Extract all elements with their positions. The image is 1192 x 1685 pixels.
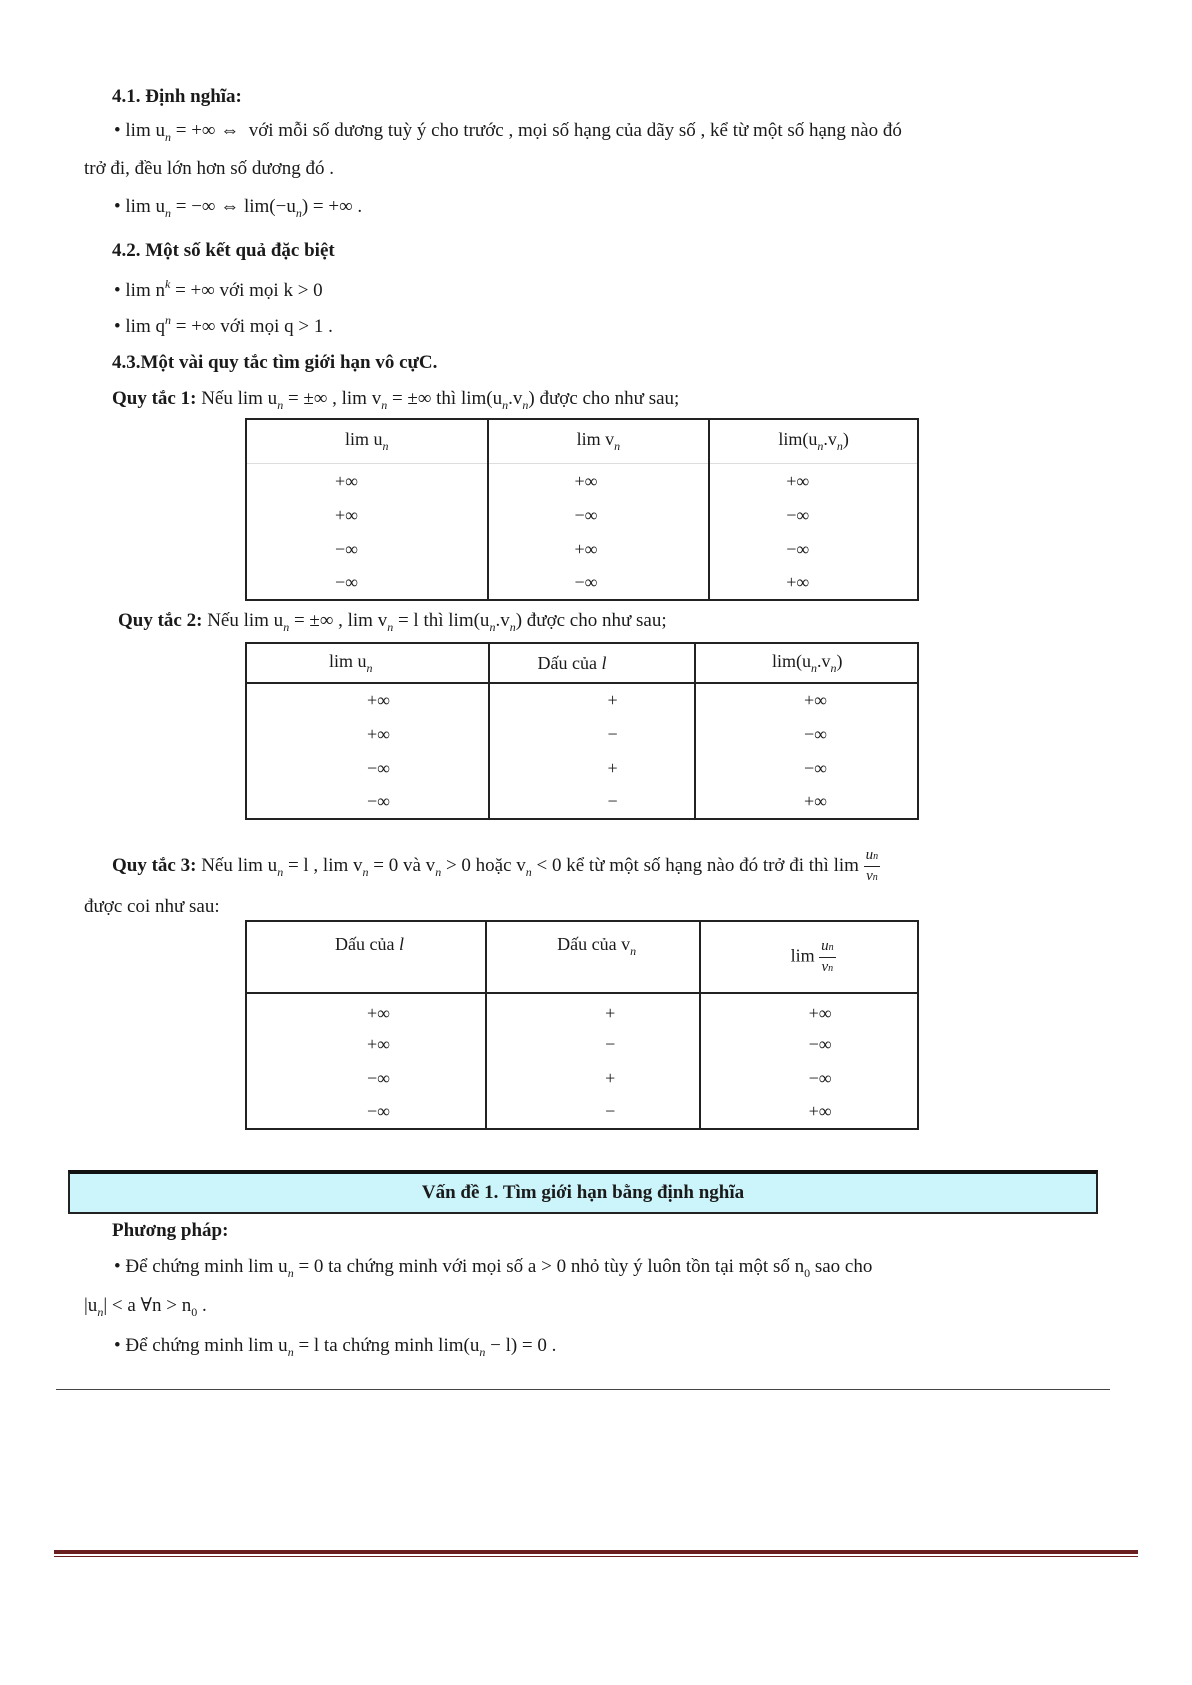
rule-3-text: Quy tắc 3: Nếu $\lim u_n = l$ , $\lim v_n = 0$ và $v_n > 0$ hoặc $v_n < 0$ kể từ một số hạng nào đó trở đi thì lim $\frac{un}{vn}$ <box>112 846 880 887</box>
table-cell: + <box>486 1061 699 1095</box>
footer-rule-thin <box>54 1556 1138 1557</box>
table-cell: +∞ <box>488 464 710 498</box>
rule-3-table <box>245 920 919 1130</box>
table-cell: −∞ <box>709 498 918 532</box>
table2-header-lim-u: $\lim u_n$ <box>246 643 489 683</box>
table-cell: −∞ <box>246 532 488 566</box>
footer-rule <box>54 1550 1138 1554</box>
table-cell: −∞ <box>488 566 710 600</box>
table1-header-lim-v: $\lim v_n$ <box>488 419 710 463</box>
rule-3-continuation: được coi như sau: <box>84 896 220 917</box>
definition-text: với mỗi số dương tuỳ ý cho trước , mọi số hạng của dãy số , kể từ một số hạng nào đó <box>248 120 902 141</box>
table-cell: −∞ <box>246 566 488 600</box>
table3-header-sign-v: Dấu của $v_n$ <box>486 921 699 993</box>
table-cell: −∞ <box>246 1061 486 1095</box>
method-bullet-1: • Để chứng minh $\lim u_n = 0$ ta chứng minh với mọi số a > 0 nhỏ tùy ý luôn tồn tại một số $n_0$ sao cho <box>114 1256 873 1280</box>
heading-4-1: 4.1. Định nghĩa: <box>112 86 242 107</box>
table-cell: − <box>489 785 695 819</box>
bullet-definition-2: • $\lim u_n$ = −∞ ⇔ $\lim(-u_n)$ = +∞ . <box>114 196 363 220</box>
table-cell: +∞ <box>488 532 710 566</box>
table-row <box>246 1027 918 1061</box>
rule-2-text: Quy tắc 2: Nếu $\lim u_n$ = ±∞ , $\lim v_n = l$ thì $\lim(u_n.v_n)$ được cho như sau; <box>118 610 667 634</box>
table-cell: +∞ <box>246 1027 486 1061</box>
table-cell: − <box>486 1095 699 1129</box>
table-cell: −∞ <box>488 498 710 532</box>
bullet-result-2: • $\lim q^n$ = +∞ với mọi q > 1 . <box>114 313 333 337</box>
table-cell: + <box>489 751 695 785</box>
table-cell: +∞ <box>246 683 489 717</box>
table-cell: − <box>486 1027 699 1061</box>
table3-header-lim-fraction: lim $\frac{un}{vn}$ <box>700 921 918 993</box>
table-row <box>246 683 918 717</box>
bullet-definition-1: • $\lim u_n$ = +∞ ⇔ với mỗi số dương tuỳ ý cho trước , mọi số hạng của dãy số , kể từ một số hạng nào đó <box>114 120 902 144</box>
table-cell: +∞ <box>700 993 918 1027</box>
section-banner: Vấn đề 1. Tìm giới hạn bằng định nghĩa <box>68 1170 1098 1214</box>
table-cell: +∞ <box>246 498 488 532</box>
table2-header-sign-l: Dấu của l <box>489 643 695 683</box>
table3-header-sign-l: Dấu của l <box>246 921 486 993</box>
table-cell: −∞ <box>700 1027 918 1061</box>
table-cell: + <box>489 683 695 717</box>
method-bullet-1-continuation: $|u_n| < a$ ∀n > $n_0$ . <box>84 1295 207 1319</box>
table-cell: −∞ <box>695 717 918 751</box>
heading-4-2: 4.2. Một số kết quả đặc biệt <box>112 240 335 261</box>
table-row <box>246 751 918 785</box>
page-divider <box>56 1389 1110 1390</box>
table-row <box>246 532 918 566</box>
method-heading: Phương pháp: <box>112 1220 229 1241</box>
table-row <box>246 993 918 1027</box>
definition-continuation: trở đi, đều lớn hơn số dương đó . <box>84 158 334 179</box>
table-row <box>246 785 918 819</box>
table-row <box>246 1061 918 1095</box>
table1-header-lim-uv: $\lim(u_n.v_n)$ <box>709 419 918 463</box>
table-row <box>246 566 918 600</box>
table-row <box>246 1095 918 1129</box>
method-bullet-2: • Để chứng minh $\lim u_n = l$ ta chứng minh $\lim(u_n - l) = 0$ . <box>114 1335 557 1359</box>
table-cell: −∞ <box>709 532 918 566</box>
table-cell: +∞ <box>700 1095 918 1129</box>
table-cell: − <box>489 717 695 751</box>
rule-1-table <box>245 418 919 601</box>
table-cell: +∞ <box>695 785 918 819</box>
table-cell: −∞ <box>700 1061 918 1095</box>
heading-4-3: 4.3.Một vài quy tắc tìm giới hạn vô cựC. <box>112 352 438 373</box>
table-cell: −∞ <box>246 1095 486 1129</box>
table-cell: +∞ <box>709 464 918 498</box>
table-cell: +∞ <box>246 464 488 498</box>
table-cell: + <box>486 993 699 1027</box>
rule-2-table <box>245 642 919 820</box>
table-cell: −∞ <box>695 751 918 785</box>
table-cell: +∞ <box>246 993 486 1027</box>
table-cell: +∞ <box>695 683 918 717</box>
table-cell: −∞ <box>246 751 489 785</box>
table-cell: +∞ <box>709 566 918 600</box>
fraction-u-over-v: $\frac{un}{vn}$ <box>865 847 879 884</box>
table1-header-lim-u: $\lim u_n$ <box>246 419 488 463</box>
table-cell: +∞ <box>246 717 489 751</box>
table-cell: −∞ <box>246 785 489 819</box>
rule-1-text: Quy tắc 1: Nếu $\lim u_n$ = ±∞ , $\lim v_n$ = ±∞ thì $\lim(u_n.v_n)$ được cho như sau; <box>112 388 680 412</box>
table2-header-lim-uv: $\lim(u_n.v_n)$ <box>695 643 918 683</box>
bullet-result-1: • $\lim n^k$ = +∞ với mọi k > 0 <box>114 277 323 301</box>
table-row <box>246 464 918 498</box>
lim-expression: $\lim u_n$ <box>125 120 171 144</box>
table-row <box>246 717 918 751</box>
table-row <box>246 498 918 532</box>
